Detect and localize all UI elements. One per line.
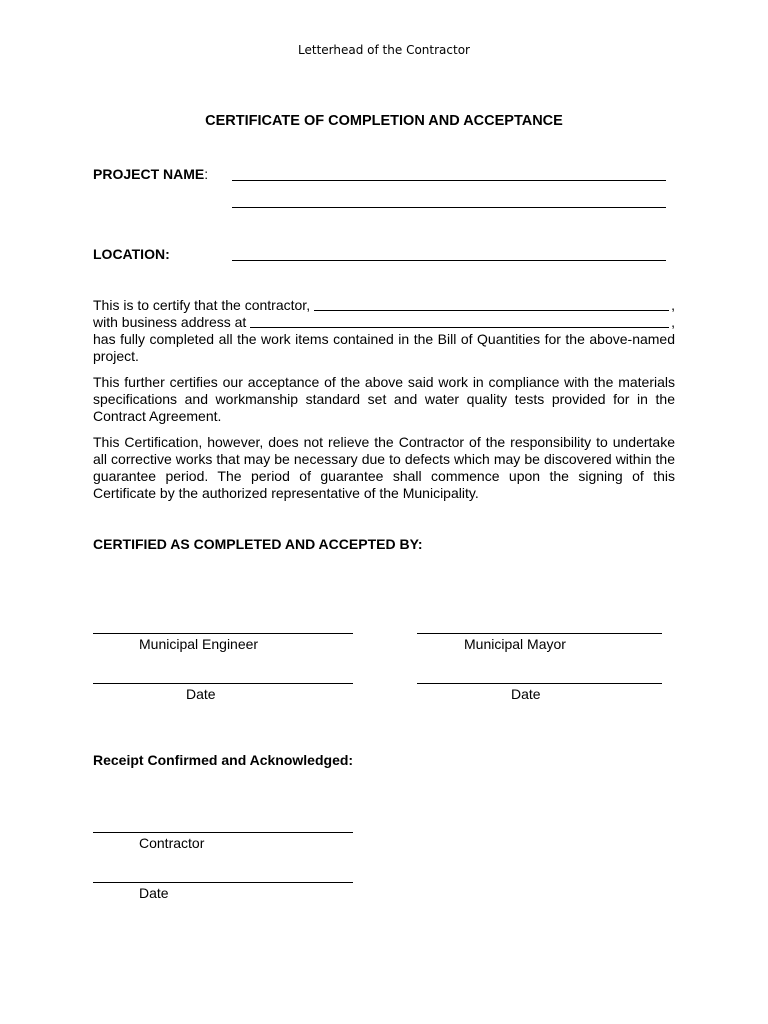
guarantee-statement: This Certification, however, does not relieve the Contractor of the responsibility to undertake all corrective works that may be necessary due to defects which may be discovered within the guarantee period. The period of guarantee shall commence upon the signing of this Certificate by the authorized representative of the Municipality. [93, 434, 675, 501]
business-address-prefix: with business address at [93, 314, 247, 330]
acceptance-statement: This further certifies our acceptance of the above said work in compliance with the materials specifications and workmanship standard set and water quality tests provided for in the Contract Agreement. [93, 374, 675, 424]
location-label: LOCATION: [93, 246, 170, 262]
receipt-heading: Receipt Confirmed and Acknowledged: [93, 752, 354, 768]
contractor-caption: Contractor [139, 835, 205, 851]
contractor-date-caption: Date [139, 885, 169, 901]
engineer-date-caption: Date [186, 686, 216, 702]
contractor-signature-line[interactable] [93, 832, 353, 833]
completion-statement: has fully completed all the work items contained in the Bill of Quantities for the above-named project. [93, 331, 675, 364]
contractor-date-line[interactable] [93, 882, 353, 883]
certified-heading: CERTIFIED AS COMPLETED AND ACCEPTED BY: [93, 536, 423, 552]
location-line[interactable] [232, 260, 666, 261]
document-title: CERTIFICATE OF COMPLETION AND ACCEPTANCE [205, 113, 563, 129]
letterhead: Letterhead of the Contractor [298, 43, 470, 57]
business-address-line[interactable] [250, 327, 669, 328]
body-paragraph-3 [93, 434, 675, 502]
body-paragraph-1 [93, 297, 675, 365]
mayor-date-caption: Date [511, 686, 541, 702]
project-name-line-1[interactable] [232, 180, 666, 181]
contractor-row [93, 297, 675, 314]
body-paragraph-2 [93, 374, 675, 425]
mayor-date-line[interactable] [417, 683, 662, 684]
business-address-comma: , [671, 314, 675, 330]
contractor-comma: , [671, 297, 675, 313]
contractor-prefix: This is to certify that the contractor, [93, 297, 311, 313]
project-name-label-text: PROJECT NAME [93, 166, 205, 182]
engineer-date-line[interactable] [93, 683, 353, 684]
mayor-caption: Municipal Mayor [464, 636, 566, 652]
engineer-caption: Municipal Engineer [139, 636, 259, 652]
business-address-row [93, 314, 675, 331]
engineer-signature-line[interactable] [93, 633, 353, 634]
project-name-line-2[interactable] [232, 207, 666, 208]
contractor-name-line[interactable] [314, 310, 669, 311]
project-name-label [93, 166, 208, 182]
project-name-colon: : [204, 166, 209, 182]
mayor-signature-line[interactable] [417, 633, 662, 634]
